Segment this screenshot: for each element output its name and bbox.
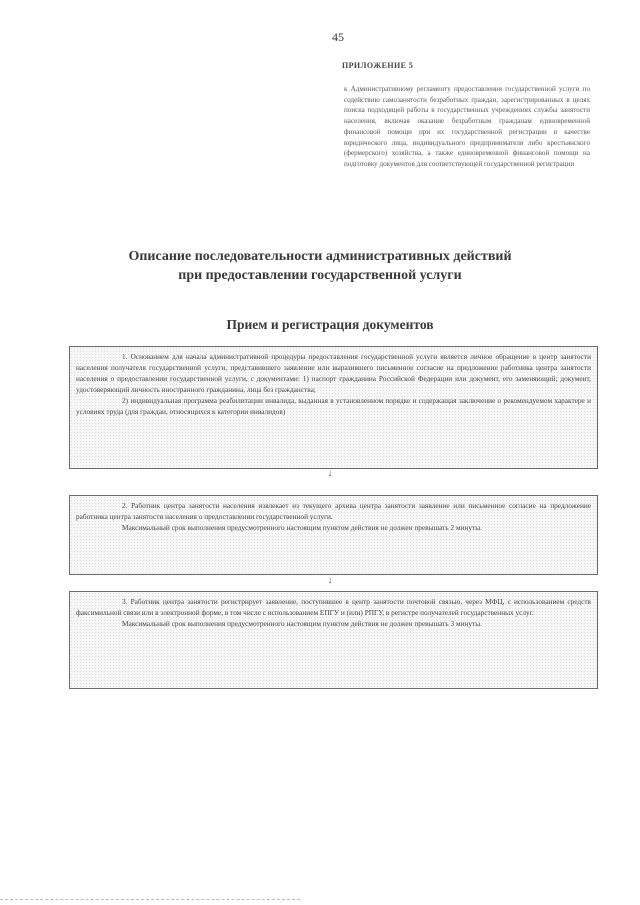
document-heading-line-1: Описание последовательности административных действий (128, 249, 512, 264)
step-1-paragraph-1: 1. Основанием для начала административной процедуры предоставления государственной услуги является личное обращение в центр занятости населения получателя государственной услуги, представившего заявление или выразившего письменное согласие на предложение работника центра занятости населения о предоставлении государственной услуги, с документами: 1) паспорт гражданина Российской Федерации или документ, его заменяющий; документ, удостоверяющий личность иностранного гражданина, лица без гражданства; (76, 352, 591, 394)
step-3-paragraph-1: 3. Работник центра занятости регистрирует заявление, поступившее в центр занятости почтовой связью, через МФЦ, с использованием средств факсимильной связи или в электронной форме, в том числе с использованием ЕПГУ и (или) РПГУ, в регистре получателей государственных услуг. (76, 597, 591, 617)
document-heading-line-2: при предоставлении государственной услуги (178, 268, 462, 283)
page-number: 45 (332, 30, 344, 44)
step-2-box (69, 495, 598, 575)
scan-bottom-edge (0, 899, 300, 900)
appendix-title: ПРИЛОЖЕНИЕ 5 (342, 61, 414, 70)
step-1-box (69, 346, 598, 469)
flow-arrow-down-icon: ↓ (327, 468, 333, 479)
step-1-paragraph-2: 2) индивидуальная программа реабилитации инвалида, выданная в установленном порядке и содержащая заключение о рекомендуемом характере и условиях труда (для граждан, относящихся к категории инвалидов) (76, 395, 591, 416)
step-3-paragraph-2: Максимальный срок выполнения предусмотренного настоящим пунктом действия не должен превышать 3 минуты. (122, 618, 482, 628)
appendix-text: к Административному регламенту предоставления государственной услуги по содействию самозанятости безработных граждан, зарегистрированных в целях поиска подходящей работы в государственных учреждениях службы занятости населения, включая оказание безработным гражданам единовременной финансовой помощи при их государственной регистрации в качестве юридического лица, индивидуального предпринимателя либо крестьянского (фермерского) хозяйства, а также единовременной финансовой помощи на подготовку документов для соответствующей государственной регистрации (344, 85, 590, 168)
flow-arrow-down-icon: ↓ (327, 575, 333, 586)
step-2-paragraph-1: 2. Работник центра занятости населения извлекает из текущего архива центра занятости заявление или письменное согласие на предложение работника центра занятости населения о предоставлении государственной услуги. (76, 501, 591, 521)
document-heading (60, 247, 580, 285)
section-title: Прием и регистрация документов (226, 317, 434, 332)
step-3-box (69, 591, 598, 689)
step-2-paragraph-2: Максимальный срок выполнения предусмотренного настоящим пунктом действия не должен превышать 2 минуты. (122, 522, 482, 532)
